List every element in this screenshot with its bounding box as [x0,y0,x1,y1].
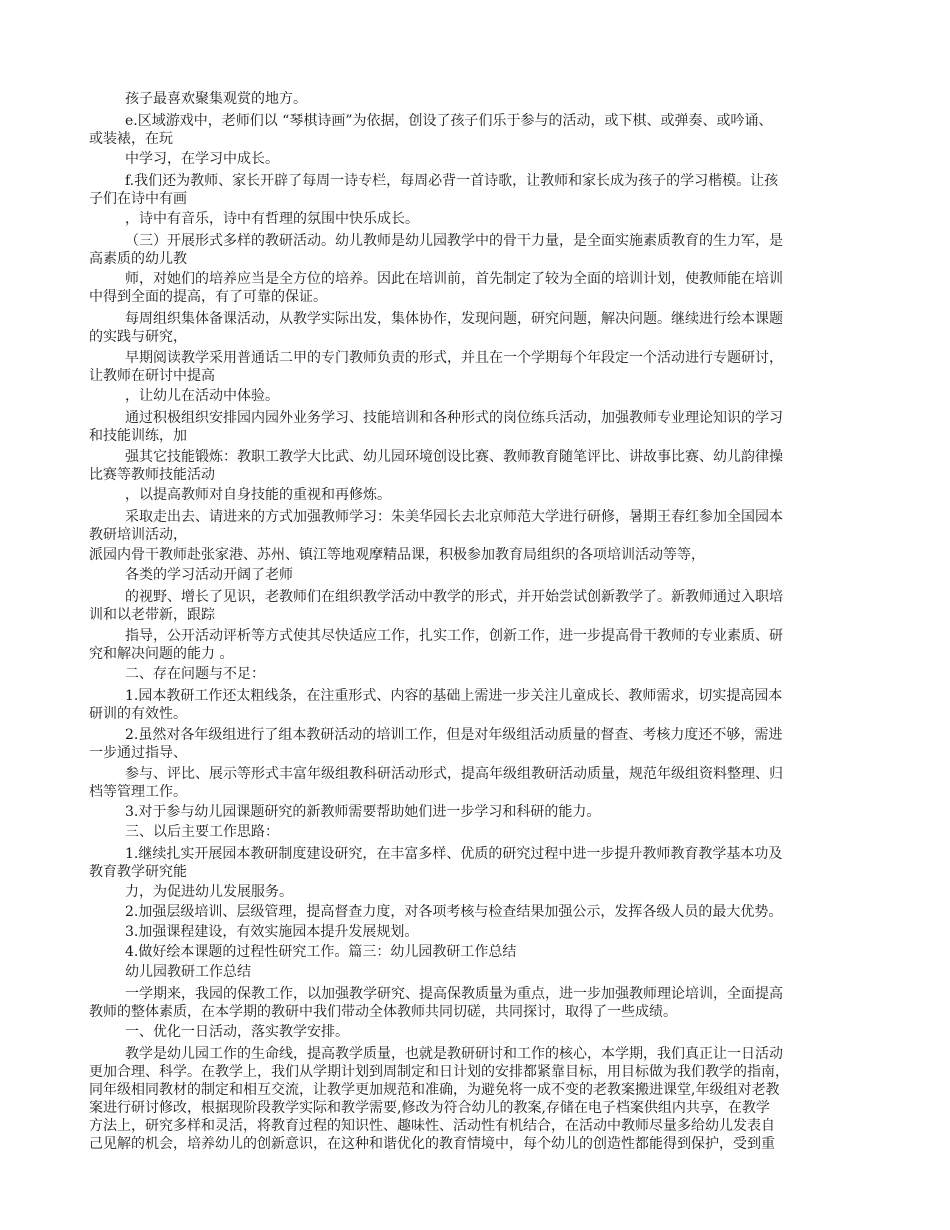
text-line: 孩子最喜欢聚集观赏的地方。 [125,91,307,107]
text-line: e.区域游戏中，老师们以 “琴棋诗画”为依据，创设了孩子们乐于参与的活动，或下棋、或弹奏、或吟诵、 [125,113,773,129]
text-line: 教师的整体素质，在本学期的教研中我们带动全体教师共同切磋，共同探讨，取得了一些成绩。 [89,1004,677,1020]
text-line: 究和解决问题的能力 。 [89,646,234,662]
text-line: 3.对于参与幼儿园课题研究的新教师需要帮助她们进一步学习和科研的能力。 [125,804,601,820]
text-line: 比赛等教师技能活动 [89,467,215,483]
text-line: 己见解的机会，培养幼儿的创新意识，在这种和谐优化的教育情境中，每个幼儿的创造性都能得到保护，受到重 [89,1136,775,1152]
text-line: 方法上，研究多样和灵活，将教育过程的知识性、趣味性、活动性有机结合，在活动中教师尽量多给幼儿发表自 [89,1118,775,1134]
text-line: 一步通过指导、 [89,745,187,761]
text-line: 子们在诗中有画 [89,191,187,207]
text-line: 或装裱，在玩 [89,131,173,147]
text-line: 更加合理、科学。在教学上，我们从学期计划到周制定和日计划的安排都紧靠目标，用目标做为我们教学的指南， [89,1064,789,1080]
text-line: 指导，公开活动评析等方式使其尽快适应工作，扎实工作，创新工作，进一步提高骨干教师的专业素质、研 [125,628,783,644]
text-line: 训和以老带新，跟踪 [89,607,215,623]
text-line: 一学期来，我园的保教工作，以加强教学研究、提高保教质量为重点，进一步加强教师理论培训，全面提高 [125,986,783,1002]
text-line: 师，对她们的培养应当是全方位的培养。因此在培训前，首先制定了较为全面的培训计划，使教师能在培训 [125,271,783,287]
text-line: 4.做好绘本课题的过程性研究工作。篇三：幼儿园教研工作总结 [125,944,517,960]
text-line: 幼儿园教研工作总结 [125,964,251,980]
text-line: 中得到全面的提高，有了可靠的保证。 [89,289,327,305]
text-line: 的视野、增长了见识，老教师们在组织教学活动中教学的形式，并开始尝试创新教学了。新教师通过入职培 [125,589,783,605]
text-line: 三、以后主要工作思路： [125,824,279,840]
text-line: 2.虽然对各年级组进行了组本教研活动的培训工作，但是对年级组活动质量的督查、考核力度还不够，需进 [125,727,783,743]
text-line: 力，为促进幼儿发展服务。 [125,884,293,900]
text-line: 1.继续扎实开展园本教研制度建设研究，在丰富多样、优质的研究过程中进一步提升教师教育教学基本功及 [125,846,783,862]
text-line: 每周组织集体备课活动，从教学实际出发，集体协作，发现问题，研究问题，解决问题。继续进行绘本课题 [125,311,783,327]
text-line: 一、优化一日活动，落实教学安排。 [125,1024,349,1040]
text-line: 让教师在研讨中提高 [89,368,215,384]
text-line: 派园内骨干教师赴张家港、苏州、镇江等地观摩精品课，积极参加教育局组织的各项培训活动等等， [89,547,705,563]
text-line: 早期阅读教学采用普通话二甲的专门教师负责的形式，并且在一个学期每个年段定一个活动进行专题研讨， [125,350,783,366]
text-line: 教学是幼儿园工作的生命线，提高教学质量，也就是教研研讨和工作的核心，本学期，我们真正让一日活动 [125,1046,783,1062]
text-line: 档等管理工作。 [89,784,187,800]
text-line: f.我们还为教师、家长开辟了每周一诗专栏，每周必背一首诗歌，让教师和家长成为孩子的学习楷模。让孩 [125,173,779,189]
text-line: 参与、评比、展示等形式丰富年级组教科研活动形式，提高年级组教研活动质量，规范年级组资料整理、归 [125,766,783,782]
text-line: 3.加强课程建设，有效实施园本提升发展规划。 [125,924,419,940]
text-line: ，以提高教师对自身技能的重视和再修炼。 [125,487,391,503]
text-line: 中学习，在学习中成长。 [125,151,279,167]
text-line: 二、存在问题与不足： [125,666,265,682]
text-line: 各类的学习活动开阔了老师 [125,567,293,583]
text-line: 1.园本教研工作还太粗线条，在注重形式、内容的基础上需进一步关注儿童成长、教师需求，切实提高园本 [125,688,783,704]
text-line: 高素质的幼儿教 [89,251,187,267]
text-line: 同年级相同教材的制定和相互交流，让教学更加规范和准确，为避免将一成不变的老教案搬进课堂,年级组对老教 [89,1082,780,1098]
text-line: ，让幼儿在活动中体验。 [125,388,279,404]
text-line: 的实践与研究， [89,329,187,345]
text-line: ，诗中有音乐，诗中有哲理的氛围中快乐成长。 [125,211,419,227]
text-line: 研训的有效性。 [89,706,187,722]
text-line: 采取走出去、请进来的方式加强教师学习：朱美华园长去北京师范大学进行研修，暑期王春红参加全国园本 [125,509,783,525]
text-line: 案进行研讨修改，根据现阶段教学实际和教学需要,修改为符合幼儿的教案,存储在电子档案供组内共享，在教学 [89,1100,770,1116]
text-line: （三）开展形式多样的教研活动。幼儿教师是幼儿园教学中的骨干力量，是全面实施素质教育的生力军，是 [125,233,783,249]
text-line: 教研培训活动， [89,527,187,543]
text-line: 通过积极组织安排园内园外业务学习、技能培训和各种形式的岗位练兵活动，加强教师专业理论知识的学习 [125,410,783,426]
text-line: 教育教学研究能 [89,864,187,880]
text-line: 和技能训练，加 [89,428,187,444]
text-line: 2.加强层级培训、层级管理，提高督查力度，对各项考核与检查结果加强公示，发挥各级人员的最大优势。 [125,904,783,920]
text-line: 强其它技能锻炼：教职工教学大比武、幼儿园环境创设比赛、教师教育随笔评比、讲故事比赛、幼儿韵律操 [125,449,783,465]
